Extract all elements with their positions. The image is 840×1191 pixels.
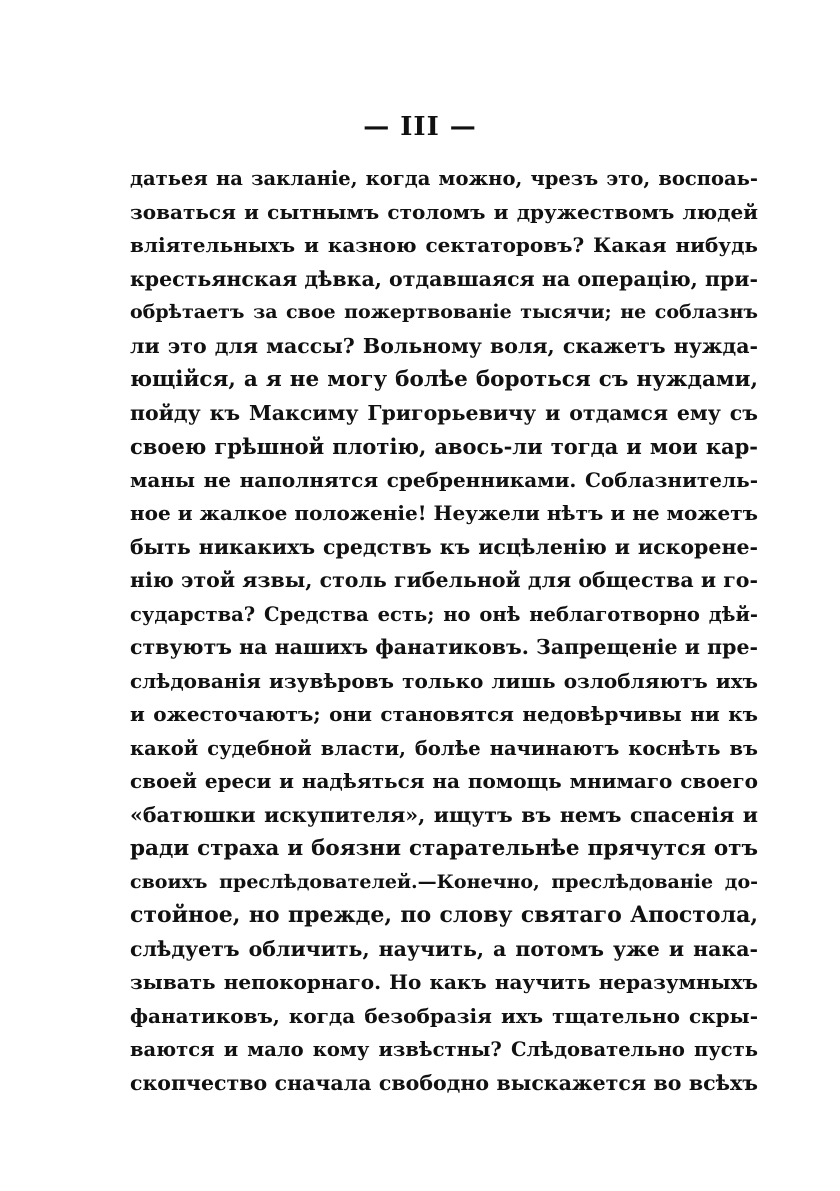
text-line: стойное, но прежде, по слову святаго Апостола, (130, 902, 758, 928)
text-line: вліятельныхъ и казною сектаторовъ? Какая нибудь (130, 233, 758, 257)
text-line: быть никакихъ средствъ къ исцѣленію и искорене- (130, 534, 758, 559)
text-line: пойду къ Максиму Григорьевичу и отдамся ему съ (130, 400, 758, 425)
text-line: скопчество сначала свободно выскажется во всѣхъ (130, 1070, 758, 1095)
text-line: датьея на закланіе, когда можно, чрезъ это, воспоаь- (130, 167, 758, 190)
text-line: какой судебной власти, болѣе начинаютъ коснѣть въ (130, 736, 758, 760)
text-line: нію этой язвы, столь гибельной для общества и го- (130, 568, 758, 592)
text-line: фанатиковъ, когда безобразія ихъ тщательно скры- (130, 1003, 758, 1028)
text-line: и ожесточаютъ; они становятся недовѣрчивы ни къ (130, 702, 758, 726)
page-number: — III — (363, 112, 477, 142)
text-line: зоваться и сытнымъ столомъ и дружествомъ людей (130, 199, 758, 224)
text-line: ваются и мало кому извѣстны? Слѣдовательно пусть (130, 1038, 758, 1061)
text-line: ли это для массы? Вольному воля, скажетъ нужда- (130, 333, 758, 358)
text-line: ради страха и боязни старательнѣе прячутся отъ (130, 836, 758, 861)
body-text (130, 162, 758, 1100)
text-line: «батюшки искупителя», ищутъ въ немъ спасенія и (130, 802, 758, 827)
text-line: своей ереси и надѣяться на помощь мнимаго своего (130, 769, 758, 793)
text-line: крестьянская дѣвка, отдавшаяся на операцію, при- (130, 266, 758, 291)
text-line: сударства? Средства есть; но онѣ неблаготворно дѣй- (130, 602, 758, 626)
text-line: своихъ преслѣдователей.—Конечно, преслѣдованіе до- (130, 870, 758, 893)
text-line: ное и жалкое положеніе! Неужели нѣтъ и не можетъ (130, 501, 758, 525)
text-line: ющійся, а я не могу болѣе бороться съ нуждами, (130, 367, 758, 392)
text-line: обрѣтаетъ за свое пожертвованіе тысячи; не соблазнъ (130, 301, 758, 323)
text-line: зывать непокорнаго. Но какъ научить неразумныхъ (130, 970, 758, 994)
text-line: ствуютъ на нашихъ фанатиковъ. Запрещеніе и пре- (130, 635, 758, 659)
text-line: своею грѣшной плотію, авось-ли тогда и мои кар- (130, 434, 758, 459)
text-line: слѣдуетъ обличить, научить, а потомъ уже и нака- (130, 936, 758, 961)
text-line: слѣдованія изувѣровъ только лишь озлобляютъ ихъ (130, 668, 758, 693)
text-line: маны не наполнятся сребренниками. Соблазнитель- (130, 467, 758, 492)
